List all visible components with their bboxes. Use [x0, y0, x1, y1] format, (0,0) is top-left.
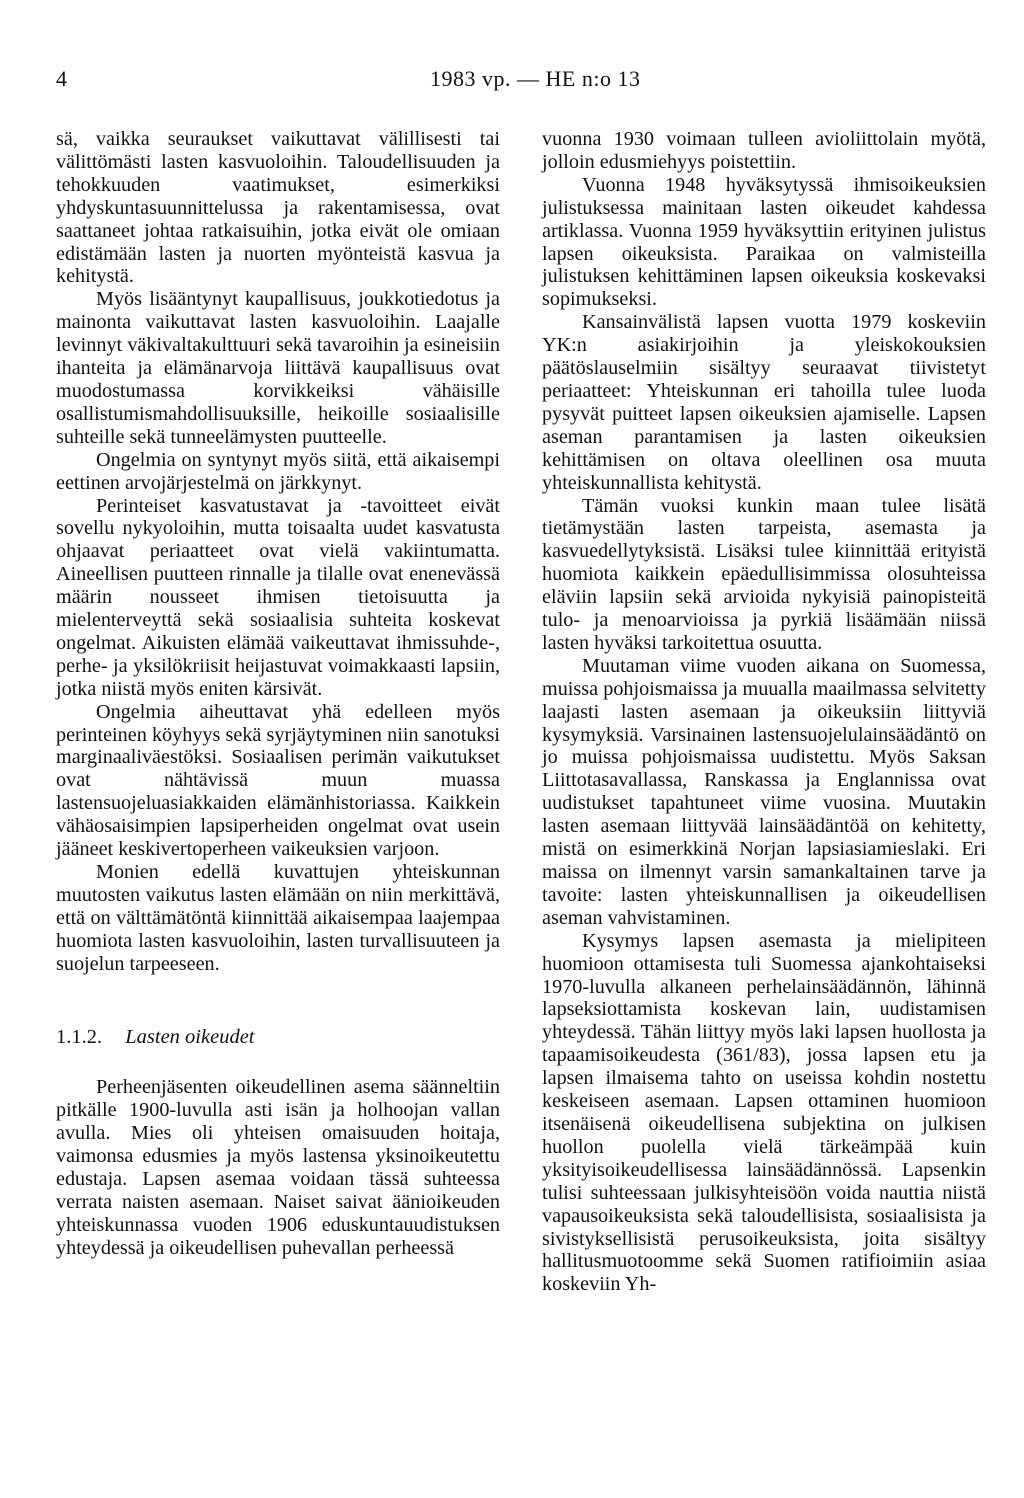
paragraph: Vuonna 1948 hyväksytyssä ihmisoikeuksien julistuksessa mainitaan lasten oikeudet kahdessa artiklassa. Vuonna 1959 hyväksyttiin erityinen julistus lapsen oikeuksista. Paraikaa on valmisteilla julistuksen kehittäminen lapsen oikeuksia koskevaksi sopimukseksi.	[542, 173, 986, 311]
section-title: Lasten oikeudet	[125, 1025, 255, 1048]
paragraph: Ongelmia on syntynyt myös siitä, että aikaisempi eettinen arvojärjestelmä on järkkynyt.	[56, 448, 500, 494]
paragraph: Tämän vuoksi kunkin maan tulee lisätä tietämystään lasten tarpeista, asemasta ja kasvuedellytyksistä. Lisäksi tulee kiinnittää erityistä huomiota kaikkein epäedullisimmissa olosuhteissa eläviin lapsiin sekä arvioida nykyisiä painopisteitä tulo- ja menoarvioissa ja pyrkiä lisäämään niissä lasten hyväksi tarkoitettua osuutta.	[542, 494, 986, 654]
paragraph: Myös lisääntynyt kaupallisuus, joukkotiedotus ja mainonta vaikuttavat lasten kasvuoloihin. Laajalle levinnyt väkivaltakulttuuri sekä tavaroihin ja esineisiin ihanteita ja elämänarvoja liittävä kaupallisuus ovat muodostumassa korvikkeiksi vähäisille osallistumismahdollisuuksille, heikoille sosiaalisille suhteille sekä tunneelämysten puutteelle.	[56, 288, 500, 448]
paragraph: Kansainvälistä lapsen vuotta 1979 koskeviin YK:n asiakirjoihin ja yleiskokouksien päätöslauselmiin sisältyy seuraavat tiivistetyt periaatteet: Yhteiskunnan eri tahoilla tulee luoda pysyvät puitteet lapsen oikeuksien ajamiselle. Lapsen aseman parantamisen ja lasten oikeuksien kehittämisen on oltava oleellinen osa muuta yhteiskunnallista kehitystä.	[542, 311, 986, 494]
paragraph: Muutaman viime vuoden aikana on Suomessa, muissa pohjoismaissa ja muualla maailmassa selvitetty laajasti lasten asemaan ja oikeuksiin liittyviä kysymyksiä. Varsinainen lastensuojelulainsäädäntö on jo muissa pohjoismaissa uudistettu. Myös Saksan Liittotasavallassa, Ranskassa ja Englannissa ovat uudistukset tapahtuneet viime vuosina. Muutakin lasten asemaan liittyvää lainsäädäntöä on kehitetty, mistä on esimerkkinä Norjan lapsiasiamieslaki. Eri maissa on ilmennyt varsin samankaltainen tarve ja tavoite: lasten yhteiskunnallisen ja oikeudellisen aseman vahvistaminen.	[542, 654, 986, 929]
running-head: 1983 vp. — HE n:o 13	[430, 66, 641, 91]
left-column	[56, 128, 500, 1260]
right-column	[542, 128, 986, 1296]
paragraph: Ongelmia aiheuttavat yhä edelleen myös perinteinen köyhyys sekä syrjäytyminen niin sanotuksi marginaaliväestöksi. Sosiaalisen perimän vaikutukset ovat nähtävissä muun muassa lastensuojeluasiakkaiden elämänhistoriassa. Kaikkein vähäosaisimpien lapsiperheiden ongelmat ovat usein jääneet keskivertoperheen vaikeuksien varjoon.	[56, 700, 500, 861]
paragraph: Perinteiset kasvatustavat ja -tavoitteet eivät sovellu nykyoloihin, mutta toisaalta uudet kasvatusta ohjaavat periaatteet ovat vielä vakiintumatta. Aineellisen puutteen rinnalle ja tilalle ovat enenevässä määrin nousseet ihmisen tietoisuutta ja mielenterveyttä sekä sosiaalisia suhteita koskevat ongelmat. Aikuisten elämää vaikeuttavat ihmissuhde-, perhe- ja yksilökriisit heijastuvat voimakkaasti lapsiin, jotka niistä myös eniten kärsivät.	[56, 494, 500, 700]
paragraph: sä, vaikka seuraukset vaikuttavat välillisesti tai välittömästi lasten kasvuoloihin. Taloudellisuuden ja tehokkuuden vaatimukset, esimerkiksi yhdyskuntasuunnittelussa ja rakentamisessa, ovat saattaneet johtaa ratkaisuihin, jotka eivät ole omiaan edistämään lasten ja nuorten myönteistä kasvua ja kehitystä.	[56, 128, 500, 288]
paragraph: Monien edellä kuvattujen yhteiskunnan muutosten vaikutus lasten elämään on niin merkittävä, että on välttämätöntä kiinnittää aikaisempaa laajempaa huomiota lasten kasvuoloihin, lasten turvallisuuteen ja suojelun tarpeeseen.	[56, 861, 500, 975]
section-heading	[56, 1026, 500, 1049]
paragraph: vuonna 1930 voimaan tulleen avioliittolain myötä, jolloin edusmiehyys poistettiin.	[542, 128, 986, 173]
page-number: 4	[56, 66, 67, 91]
paragraph: Kysymys lapsen asemasta ja mielipiteen huomioon ottamisesta tuli Suomessa ajankohtaiseksi 1970-luvulla alkaneen perhelainsäädännön, lähinnä lapseksiottamista koskevan lain, uudistamisen yhteydessä. Tähän liittyy myös laki lapsen huollosta ja tapaamisoikeudesta (361/83), jossa lapsen etu ja lapsen ilmaisema tahto on useissa kohdin nostettu keskeiseen asemaan. Lapsen ottaminen huomioon itsenäisenä oikeudellisena subjektina on julkisen huollon puolella vielä tärkeämpää kuin yksityisoikeudellisessa lainsäädännössä. Lapsenkin tulisi suhteessaan julkisyhteisöön voida nauttia niistä vapausoikeuksista sekä taloudellisista, sosiaalisista ja sivistyksellisistä perusoikeuksista, joita sisältyy hallitusmuotoomme sekä Suomen ratifioimiin asiaa koskeviin Yh-	[542, 929, 986, 1296]
paragraph: Perheenjäsenten oikeudellinen asema säänneltiin pitkälle 1900-luvulla asti isän ja holhoojan vallan avulla. Mies oli yhteisen omaisuuden hoitaja, vaimonsa edusmies ja myös lastensa yksinoikeutettu edustaja. Lapsen asemaa voidaan tässä suhteessa verrata naisten asemaan. Naiset saivat äänioikeuden yhteiskunnassa vuoden 1906 eduskuntauudistuksen yhteydessä ja oikeudellisen puhevallan perheessä	[56, 1076, 500, 1259]
section-number: 1.1.2.	[56, 1025, 103, 1048]
